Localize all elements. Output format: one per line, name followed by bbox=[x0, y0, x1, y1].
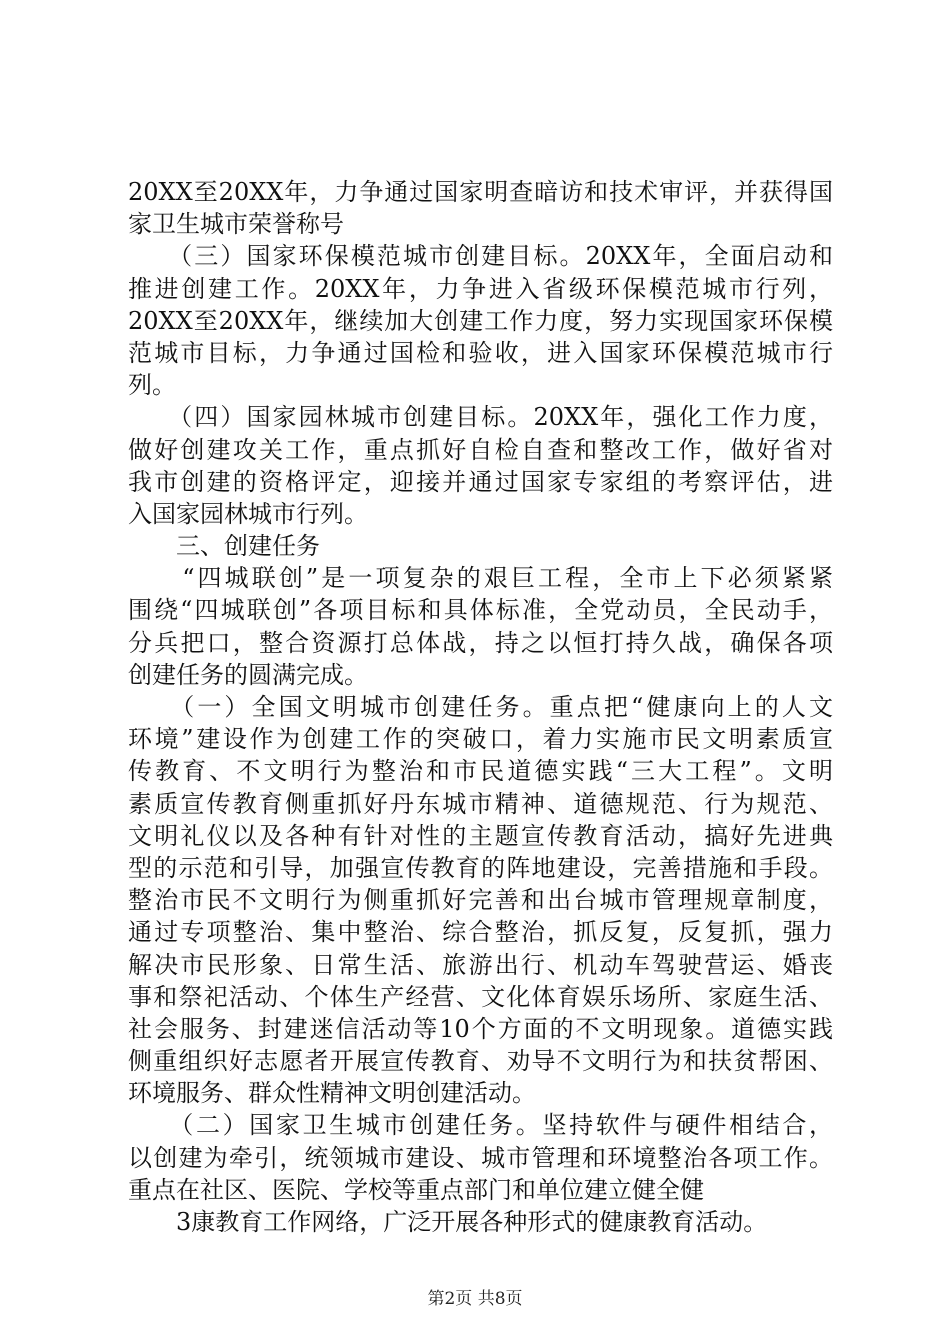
text-line: 围绕“四城联创”各项目标和具体标准，全党动员，全民动手， bbox=[128, 596, 833, 625]
document-body bbox=[128, 176, 833, 1238]
text-line: 范城市目标，力争通过国检和验收，进入国家环保模范城市行 bbox=[128, 338, 833, 367]
text-line: 20XX至20XX年，力争通过国家明查暗访和技术审评，并获得国 bbox=[128, 178, 833, 206]
text-line: 以创建为牵引，统领城市建设、城市管理和环境整治各项工作。 bbox=[128, 1143, 833, 1172]
text-line: 侧重组织好志愿者开展宣传教育、劝导不文明行为和扶贫帮困、 bbox=[128, 1047, 833, 1076]
text-line: 20XX至20XX年，继续加大创建工作力度，努力实现国家环保模 bbox=[128, 306, 833, 335]
text-line: （二）国家卫生城市创建任务。坚持软件与硬件相结合， bbox=[128, 1111, 833, 1140]
page-footer: 第2页 共8页 bbox=[427, 1289, 523, 1309]
text-line: 做好创建攻关工作，重点抓好自检自查和整改工作，做好省对 bbox=[128, 435, 833, 464]
text-line: 3康教育工作网络，广泛开展各种形式的健康教育活动。 bbox=[128, 1208, 768, 1236]
text-line: 我市创建的资格评定，迎接并通过国家专家组的考察评估，进 bbox=[128, 467, 833, 496]
text-line: 列。 bbox=[128, 371, 176, 400]
section-heading: 三、创建任务 bbox=[128, 532, 320, 561]
text-line: 解决市民形象、日常生活、旅游出行、机动车驾驶营运、婚丧 bbox=[128, 950, 833, 979]
text-line: 通过专项整治、集中整治、综合整治，抓反复，反复抓，强力 bbox=[128, 918, 833, 947]
text-line: 环境”建设作为创建工作的突破口，着力实施市民文明素质宣 bbox=[128, 725, 833, 754]
text-line: （一）全国文明城市创建任务。重点把“健康向上的人文 bbox=[128, 693, 833, 721]
text-line: 创建任务的圆满完成。 bbox=[128, 660, 368, 689]
text-line: 推进创建工作。20XX年，力争进入省级环保模范城市行列， bbox=[128, 274, 833, 303]
text-line: 入国家园林城市行列。 bbox=[128, 499, 368, 528]
text-line: 素质宣传教育侧重抓好丹东城市精神、道德规范、行为规范、 bbox=[128, 789, 833, 818]
text-line: “四城联创”是一项复杂的艰巨工程，全市上下必须紧紧 bbox=[128, 564, 833, 593]
text-line: （三）国家环保模范城市创建目标。20XX年，全面启动和 bbox=[128, 242, 833, 271]
text-line: 社会服务、封建迷信活动等10个方面的不文明现象。道德实践 bbox=[128, 1014, 833, 1043]
text-line: 文明礼仪以及各种有针对性的主题宣传教育活动，搞好先进典 bbox=[128, 821, 833, 850]
text-line: 事和祭祀活动、个体生产经营、文化体育娱乐场所、家庭生活、 bbox=[128, 982, 833, 1011]
text-line: 环境服务、群众性精神文明创建活动。 bbox=[128, 1079, 536, 1108]
text-line: （四）国家园林城市创建目标。20XX年，强化工作力度， bbox=[128, 403, 833, 432]
text-line: 型的示范和引导，加强宣传教育的阵地建设，完善措施和手段。 bbox=[128, 853, 833, 882]
text-line: 家卫生城市荣誉称号 bbox=[128, 210, 344, 239]
text-line: 重点在社区、医院、学校等重点部门和单位建立健全健 bbox=[128, 1175, 704, 1204]
text-line: 传教育、不文明行为整治和市民道德实践“三大工程”。文明 bbox=[128, 757, 833, 786]
text-line: 分兵把口，整合资源打总体战，持之以恒打持久战，确保各项 bbox=[128, 628, 833, 657]
text-line: 整治市民不文明行为侧重抓好完善和出台城市管理规章制度， bbox=[128, 886, 833, 915]
